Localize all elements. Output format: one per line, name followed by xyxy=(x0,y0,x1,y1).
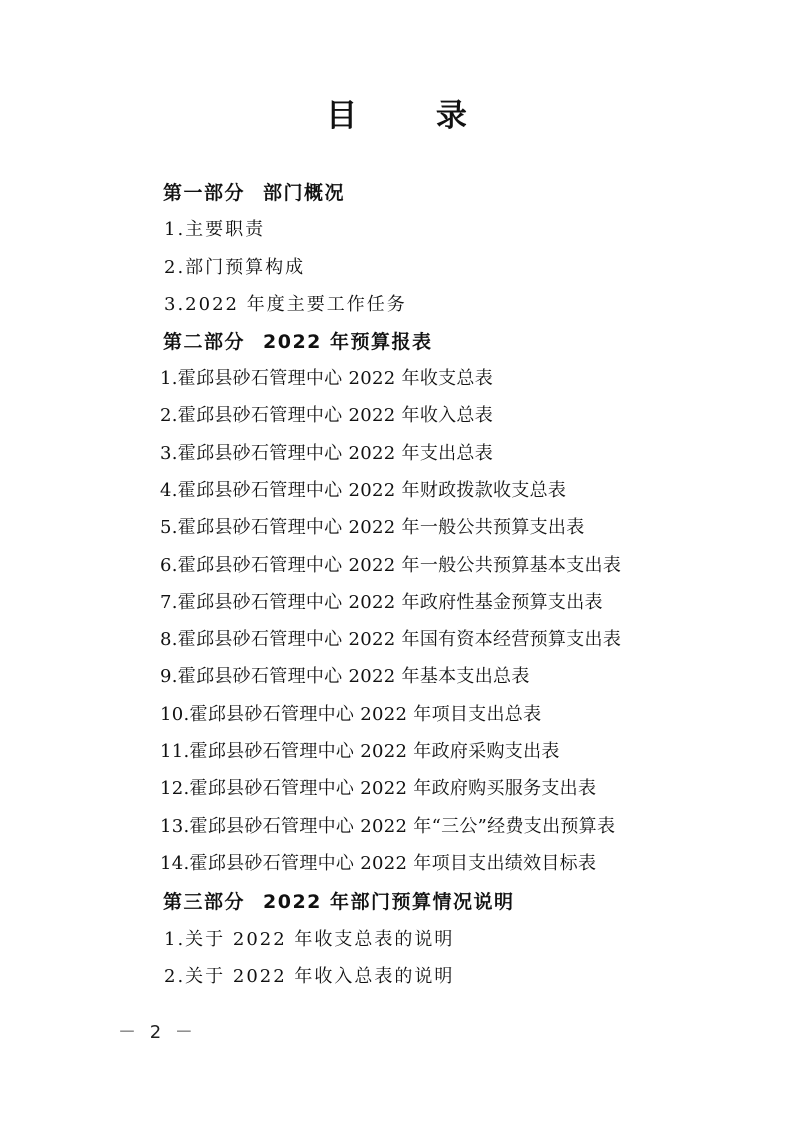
part-heading-2[interactable] xyxy=(163,327,433,357)
toc-item[interactable]: 2.霍邱县砂石管理中心 2022 年收入总表 xyxy=(160,405,494,426)
part-heading-3[interactable] xyxy=(163,887,515,917)
toc-item[interactable]: 2.关于 2022 年收入总表的说明 xyxy=(164,966,455,987)
toc-item[interactable]: 7.霍邱县砂石管理中心 2022 年政府性基金预算支出表 xyxy=(160,592,603,613)
part-heading-1[interactable] xyxy=(163,178,345,208)
toc-item[interactable]: 10.霍邱县砂石管理中心 2022 年项目支出总表 xyxy=(160,704,542,725)
toc-item[interactable]: 1.霍邱县砂石管理中心 2022 年收支总表 xyxy=(160,368,494,389)
toc-item[interactable]: 2.部门预算构成 xyxy=(164,257,306,278)
toc-item[interactable]: 5.霍邱县砂石管理中心 2022 年一般公共预算支出表 xyxy=(160,517,585,538)
part-name: 2022 年部门预算情况说明 xyxy=(263,891,515,913)
page-number: － 2 － xyxy=(118,1022,197,1043)
toc-item[interactable]: 11.霍邱县砂石管理中心 2022 年政府采购支出表 xyxy=(160,741,560,762)
part-name: 部门概况 xyxy=(263,182,346,204)
toc-item[interactable]: 8.霍邱县砂石管理中心 2022 年国有资本经营预算支出表 xyxy=(160,629,622,650)
toc-item[interactable]: 12.霍邱县砂石管理中心 2022 年政府购买服务支出表 xyxy=(160,778,597,799)
part-label: 第二部分 xyxy=(163,331,246,353)
toc-item[interactable]: 3.霍邱县砂石管理中心 2022 年支出总表 xyxy=(160,443,494,464)
toc-item[interactable]: 6.霍邱县砂石管理中心 2022 年一般公共预算基本支出表 xyxy=(160,555,622,576)
part-label: 第三部分 xyxy=(163,891,246,913)
toc-item[interactable]: 13.霍邱县砂石管理中心 2022 年“三公”经费支出预算表 xyxy=(160,816,616,837)
toc-item[interactable]: 1.关于 2022 年收支总表的说明 xyxy=(164,929,455,950)
page-title: 目 录 xyxy=(326,98,501,134)
part-name: 2022 年预算报表 xyxy=(263,331,433,353)
part-label: 第一部分 xyxy=(163,182,246,204)
toc-item[interactable]: 1.主要职责 xyxy=(164,219,266,240)
toc-item[interactable]: 9.霍邱县砂石管理中心 2022 年基本支出总表 xyxy=(160,666,530,687)
toc-item[interactable]: 4.霍邱县砂石管理中心 2022 年财政拨款收支总表 xyxy=(160,480,567,501)
toc-item[interactable]: 3.2022 年度主要工作任务 xyxy=(164,294,407,315)
toc-item[interactable]: 14.霍邱县砂石管理中心 2022 年项目支出绩效目标表 xyxy=(160,853,597,874)
